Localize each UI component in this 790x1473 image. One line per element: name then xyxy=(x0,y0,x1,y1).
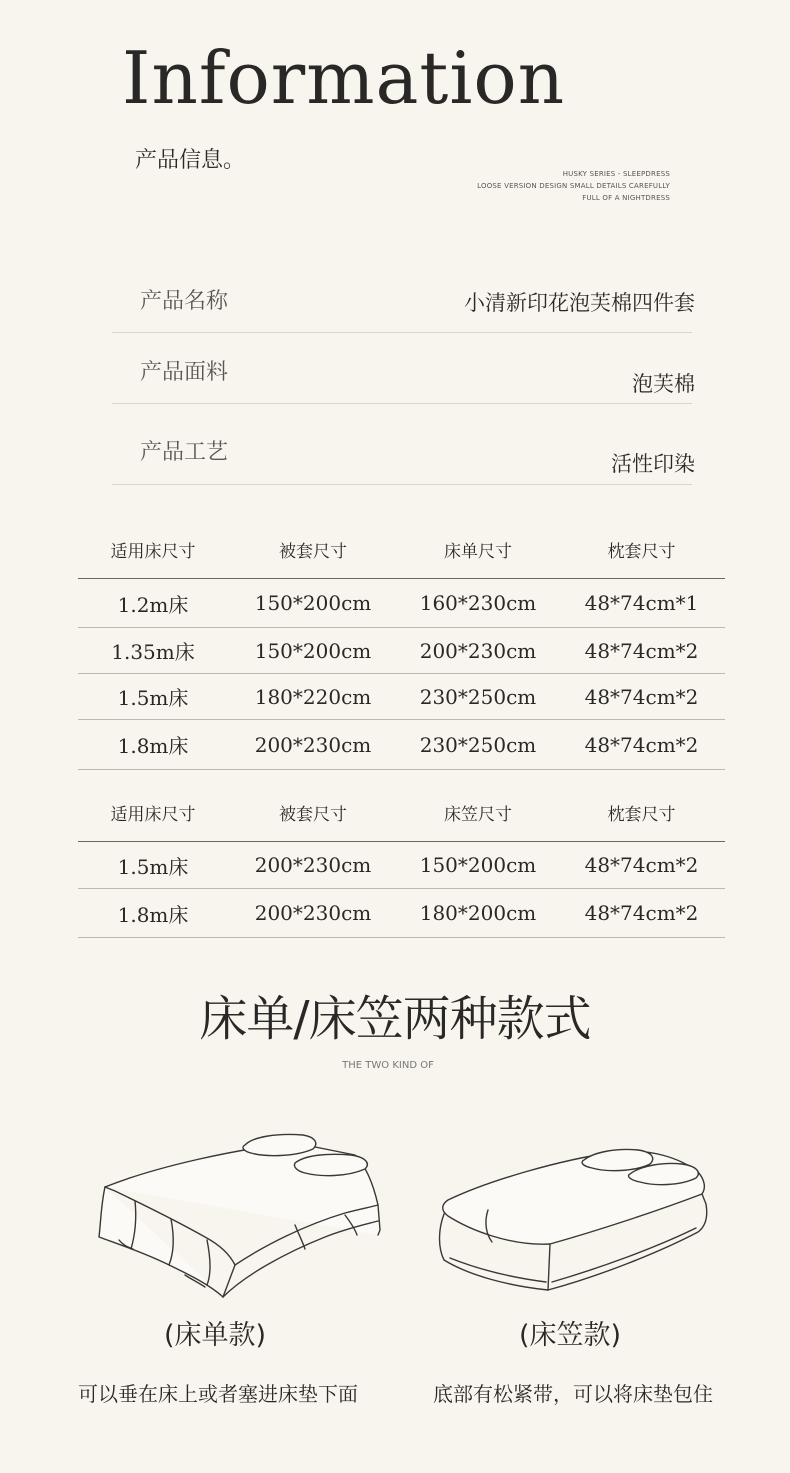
table-cell: 1.8m床 xyxy=(78,720,228,770)
section-subtitle: 产品信息。 xyxy=(135,148,246,173)
info-label-fabric: 产品面料 xyxy=(140,360,229,385)
table-cell: 200*230cm xyxy=(228,842,398,889)
table-cell: 160*230cm xyxy=(398,579,558,628)
table-header-cell: 适用床尺寸 xyxy=(78,783,228,842)
fitted-style-label: (床笠款) xyxy=(518,1320,622,1351)
table-header-cell: 被套尺寸 xyxy=(228,520,398,579)
info-divider xyxy=(112,332,692,333)
sheet-style-description: 可以垂在床上或者塞进床垫下面 xyxy=(78,1382,358,1406)
fitted-style-description: 底部有松紧带，可以将床垫包住 xyxy=(433,1382,713,1406)
info-value-name: 小清新印花泡芙棉四件套 xyxy=(464,291,695,315)
table-header-cell: 床单尺寸 xyxy=(398,520,558,579)
table-cell: 1.8m床 xyxy=(78,889,228,938)
size-table-fitted xyxy=(78,783,725,938)
flat-sheet-bed-illustration xyxy=(95,1125,390,1310)
page-title: Information xyxy=(122,36,566,120)
info-value-craft: 活性印染 xyxy=(611,452,695,476)
tagline-line-1: HUSKY SERIES - SLEEPDRESS xyxy=(562,170,670,178)
tagline-line-3: FULL OF A NIGHTDRESS xyxy=(582,194,670,202)
info-divider xyxy=(112,403,692,404)
table-header-cell: 枕套尺寸 xyxy=(558,520,725,579)
info-label-name: 产品名称 xyxy=(140,289,229,314)
table-cell: 48*74cm*2 xyxy=(558,674,725,720)
table-row xyxy=(78,628,725,674)
table-cell: 1.35m床 xyxy=(78,628,228,674)
table-cell: 200*230cm xyxy=(228,889,398,938)
table-cell: 230*250cm xyxy=(398,720,558,770)
styles-subheading: THE TWO KIND OF xyxy=(342,1060,434,1071)
table-row xyxy=(78,842,725,889)
info-value-fabric: 泡芙棉 xyxy=(632,372,695,396)
table-cell: 180*220cm xyxy=(228,674,398,720)
table-row xyxy=(78,674,725,720)
sheet-style-label: (床单款) xyxy=(163,1320,267,1351)
table-header-row xyxy=(78,783,725,842)
tagline-line-2: LOOSE VERSION DESIGN SMALL DETAILS CAREFULLY xyxy=(477,182,670,190)
fitted-sheet-bed-illustration xyxy=(430,1130,715,1300)
styles-heading: 床单/床笠两种款式 xyxy=(199,991,591,1047)
info-divider xyxy=(112,484,692,485)
table-row xyxy=(78,579,725,628)
table-header-row xyxy=(78,520,725,579)
table-header-cell: 床笠尺寸 xyxy=(398,783,558,842)
table-row xyxy=(78,889,725,938)
info-label-craft: 产品工艺 xyxy=(140,440,229,465)
table-cell: 150*200cm xyxy=(228,628,398,674)
table-cell: 48*74cm*2 xyxy=(558,720,725,770)
table-cell: 230*250cm xyxy=(398,674,558,720)
table-header-cell: 被套尺寸 xyxy=(228,783,398,842)
table-cell: 48*74cm*1 xyxy=(558,579,725,628)
size-table-sheet xyxy=(78,520,725,770)
table-header-cell: 适用床尺寸 xyxy=(78,520,228,579)
table-header-cell: 枕套尺寸 xyxy=(558,783,725,842)
table-cell: 200*230cm xyxy=(228,720,398,770)
table-cell: 200*230cm xyxy=(398,628,558,674)
table-cell: 1.2m床 xyxy=(78,579,228,628)
table-cell: 48*74cm*2 xyxy=(558,889,725,938)
table-cell: 180*200cm xyxy=(398,889,558,938)
table-row xyxy=(78,720,725,770)
table-cell: 1.5m床 xyxy=(78,674,228,720)
table-cell: 150*200cm xyxy=(398,842,558,889)
table-cell: 48*74cm*2 xyxy=(558,628,725,674)
table-cell: 1.5m床 xyxy=(78,842,228,889)
table-cell: 150*200cm xyxy=(228,579,398,628)
table-cell: 48*74cm*2 xyxy=(558,842,725,889)
